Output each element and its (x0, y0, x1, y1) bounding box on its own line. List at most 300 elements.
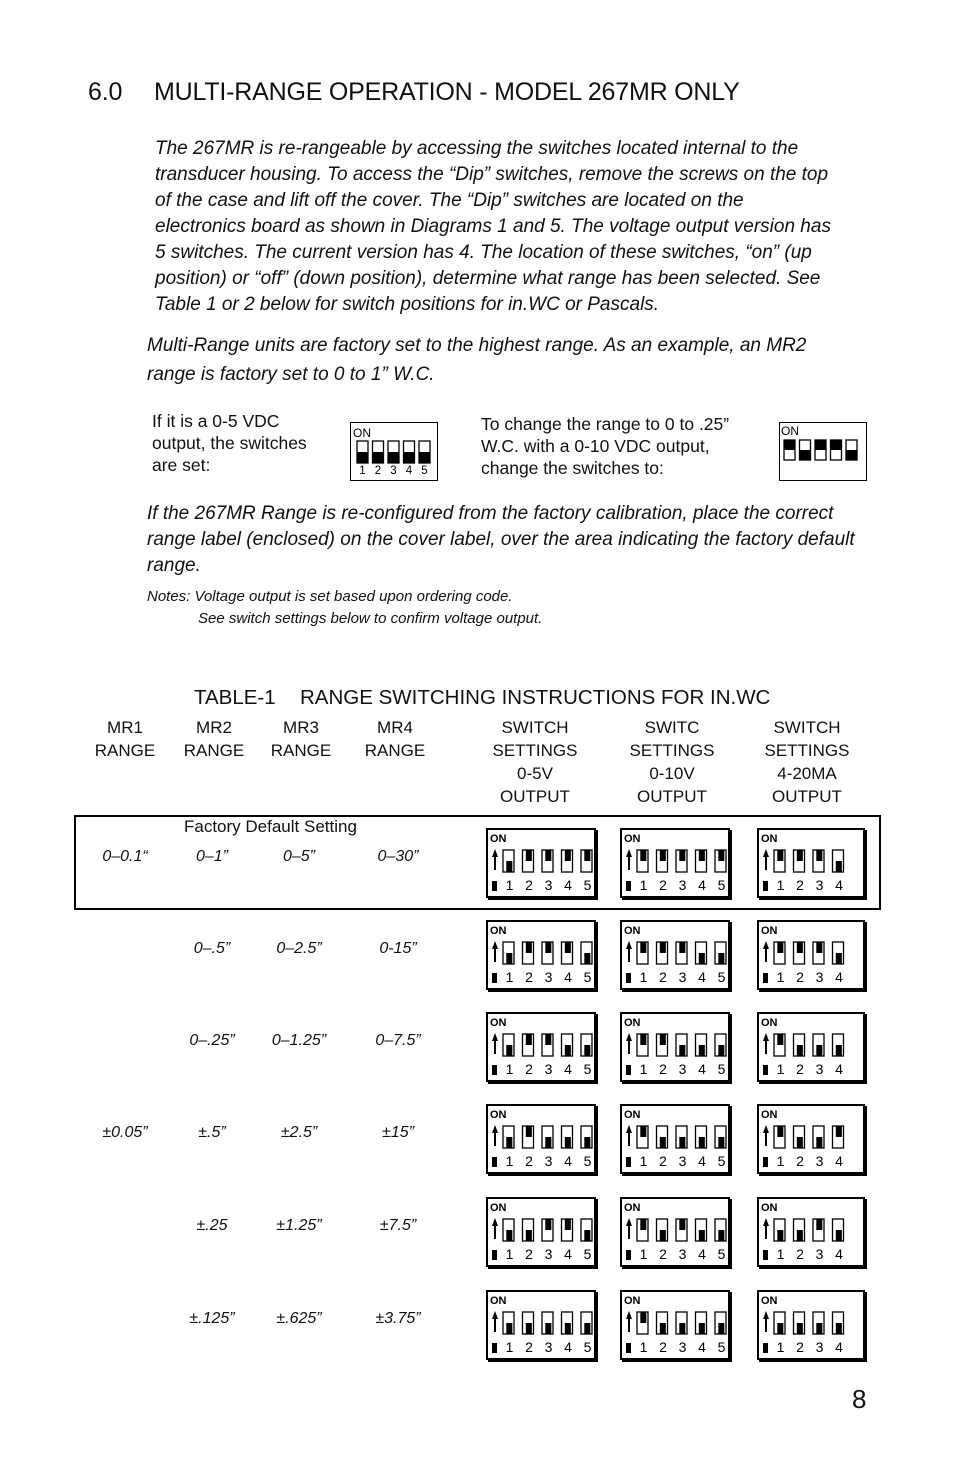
range-cell-mr4: ±7.5” (379, 1217, 417, 1234)
dip-knob-1 (506, 1137, 512, 1148)
dip-switch-sw5v (486, 1197, 596, 1267)
dip-number-2: 2 (659, 1061, 667, 1077)
dip-knob-1 (640, 942, 646, 953)
dip-knob-3 (545, 1137, 551, 1148)
dip-number-2: 2 (796, 1061, 804, 1077)
dip-switch-sw5v (486, 920, 596, 990)
dip-on-label: ON (624, 925, 641, 937)
dip-number-4: 4 (564, 877, 572, 893)
dip-number-4: 4 (564, 1153, 572, 1169)
dip-knob-1 (777, 1034, 783, 1045)
dip-knob-4 (836, 1126, 842, 1137)
dip-number-1: 1 (505, 1339, 514, 1355)
dip-knob-5 (584, 850, 590, 861)
dip-switch-sw5v (486, 1104, 596, 1174)
dip-arrow-head (626, 849, 632, 857)
range-cell-mr2: 0–1” (195, 848, 229, 865)
dip-on-label: ON (490, 833, 507, 845)
dip-on-label: ON (761, 1109, 778, 1121)
dip-switch-sw10v (620, 1197, 730, 1267)
factory-paragraph: Multi-Range units are factory set to the highest range. As an example, an MR2 range is factory set to 0 to 1” W.C. (147, 335, 807, 385)
dip-on-label: ON (624, 1202, 641, 1214)
dip-switch-sw20ma (757, 828, 865, 898)
range-cell-mr2: 0–.25” (189, 1032, 235, 1049)
dip-number-2: 2 (796, 877, 804, 893)
dip-knob-2 (526, 850, 532, 861)
dip-knob-4 (699, 1137, 705, 1148)
dip-knob-4 (565, 1045, 571, 1056)
dip-knob-5 (419, 452, 430, 463)
dip-knob-5 (584, 1045, 590, 1056)
dip-knob-3 (679, 1219, 685, 1230)
header-mr1: MR1 RANGE (94, 718, 156, 760)
dip-number-4: 4 (405, 465, 413, 477)
dip-number-3: 3 (815, 1061, 824, 1077)
dip-off-marker (492, 1157, 497, 1167)
dip-knob-4 (565, 1137, 571, 1148)
dip-knob-3 (679, 1045, 685, 1056)
dip-on-label: ON (353, 426, 371, 440)
dip-knob-3 (388, 452, 399, 463)
section-number: 6.0 (88, 78, 123, 106)
dip-on-label: ON (761, 833, 778, 845)
dip-number-3: 3 (815, 1153, 824, 1169)
dip-number-2: 2 (659, 1153, 667, 1169)
dip-number-3: 3 (815, 1339, 824, 1355)
dip-number-5: 5 (717, 1153, 726, 1169)
page-number: 8 (852, 1384, 867, 1414)
dip-number-3: 3 (544, 877, 553, 893)
factory-default-label: Factory Default Setting (184, 817, 357, 836)
dip-knob-4 (565, 1323, 571, 1334)
dip-number-1: 1 (776, 1153, 785, 1169)
dip-number-3: 3 (678, 877, 687, 893)
range-cell-mr3: ±.625” (276, 1310, 322, 1327)
dip-number-1: 1 (505, 969, 514, 985)
example1-text: If it is a 0-5 VDC output, the switches are set: (152, 411, 307, 475)
table-title (194, 686, 770, 710)
dip-number-5: 5 (583, 1061, 592, 1077)
header-mr3: MR3 RANGE (270, 718, 332, 760)
dip-switch-sw10v (620, 1012, 730, 1082)
dip-knob-4 (699, 1323, 705, 1334)
dip-number-2: 2 (659, 1246, 667, 1262)
dip-knob-4 (404, 452, 415, 463)
dip-knob-5 (718, 1230, 724, 1241)
dip-switch-sw20ma (757, 920, 865, 990)
dip-knob-1 (777, 942, 783, 953)
dip-number-3: 3 (544, 1153, 553, 1169)
dip-number-5: 5 (717, 877, 726, 893)
dip-number-4: 4 (564, 1246, 572, 1262)
dip-knob-5 (718, 1045, 724, 1056)
dip-knob-4 (565, 850, 571, 861)
example2-dip-switch (779, 422, 867, 481)
dip-number-4: 4 (698, 1339, 706, 1355)
dip-number-4: 4 (698, 969, 706, 985)
dip-off-marker (763, 1065, 768, 1075)
dip-knob-3 (816, 1045, 822, 1056)
header-mr4: MR4 RANGE (364, 718, 426, 760)
dip-knob-5 (584, 1323, 590, 1334)
range-cell-mr3: 0–5” (282, 848, 316, 865)
dip-number-5: 5 (583, 969, 592, 985)
dip-switch-sw10v (620, 828, 730, 898)
dip-arrow-head (626, 1125, 632, 1133)
dip-switch-sw10v (620, 1290, 730, 1360)
dip-number-3: 3 (544, 1246, 553, 1262)
dip-knob-2 (526, 942, 532, 953)
dip-knob-2 (660, 1034, 666, 1045)
dip-knob-2 (660, 850, 666, 861)
header-switch-0-5v: SWITCH SETTINGS 0-5V OUTPUT (492, 718, 578, 806)
dip-number-1: 1 (639, 877, 648, 893)
dip-number-5: 5 (717, 1339, 726, 1355)
dip-number-4: 4 (698, 1061, 706, 1077)
dip-knob-2 (526, 1230, 532, 1241)
dip-number-5: 5 (583, 877, 592, 893)
dip-switch-sw20ma (757, 1197, 865, 1267)
dip-number-4: 4 (564, 1339, 572, 1355)
dip-number-4: 4 (835, 877, 843, 893)
dip-knob-1 (640, 850, 646, 861)
dip-on-label: ON (761, 925, 778, 937)
dip-number-4: 4 (835, 1339, 843, 1355)
dip-knob-2 (797, 942, 803, 953)
dip-knob-3 (815, 440, 826, 450)
dip-knob-1 (506, 953, 512, 964)
dip-number-3: 3 (678, 1246, 687, 1262)
dip-number-1: 1 (505, 1061, 514, 1077)
dip-knob-4 (836, 861, 842, 872)
range-cell-mr2: ±.5” (198, 1124, 226, 1141)
dip-on-label: ON (624, 1109, 641, 1121)
dip-number-4: 4 (698, 1153, 706, 1169)
dip-number-2: 2 (525, 1246, 533, 1262)
range-cell-mr3: 0–1.25” (271, 1032, 327, 1049)
dip-knob-3 (816, 1323, 822, 1334)
dip-number-1: 1 (639, 1246, 648, 1262)
dip-arrow-head (763, 849, 769, 857)
dip-knob-2 (660, 1323, 666, 1334)
dip-switch-sw5v (486, 1290, 596, 1360)
dip-arrow-head (763, 1218, 769, 1226)
dip-knob-4 (699, 953, 705, 964)
notes-line2: See switch settings below to confirm voltage output. (198, 610, 543, 627)
dip-off-marker (492, 1065, 497, 1075)
dip-knob-3 (545, 1219, 551, 1230)
dip-knob-3 (816, 942, 822, 953)
dip-knob-5 (718, 1137, 724, 1148)
dip-knob-3 (816, 1219, 822, 1230)
dip-knob-2 (800, 450, 811, 460)
dip-number-3: 3 (544, 1339, 553, 1355)
dip-on-label: ON (624, 1295, 641, 1307)
dip-arrow-head (492, 1125, 498, 1133)
dip-knob-5 (718, 953, 724, 964)
dip-knob-2 (797, 1045, 803, 1056)
dip-on-label: ON (490, 1109, 507, 1121)
dip-number-1: 1 (359, 465, 366, 477)
dip-off-marker (763, 973, 768, 983)
dip-knob-2 (797, 1137, 803, 1148)
dip-knob-1 (506, 1045, 512, 1056)
section-heading (88, 78, 740, 107)
dip-number-1: 1 (639, 969, 648, 985)
range-cell-mr2: 0–.5” (193, 940, 231, 957)
range-cell-mr4: 0–7.5” (375, 1032, 421, 1049)
dip-number-3: 3 (544, 969, 553, 985)
dip-number-5: 5 (717, 969, 726, 985)
range-cell-mr4: 0–30” (377, 848, 419, 865)
dip-on-label: ON (490, 1295, 507, 1307)
dip-switch-sw20ma (757, 1104, 865, 1174)
section-title: MULTI-RANGE OPERATION - MODEL 267MR ONLY (154, 78, 740, 106)
dip-number-2: 2 (525, 969, 533, 985)
range-cell-mr3: ±2.5” (280, 1124, 318, 1141)
dip-knob-2 (797, 1230, 803, 1241)
dip-number-3: 3 (678, 1339, 687, 1355)
dip-off-marker (763, 881, 768, 891)
dip-number-5: 5 (421, 465, 428, 477)
dip-off-marker (492, 1250, 497, 1260)
dip-on-label: ON (624, 1017, 641, 1029)
dip-arrow-head (492, 941, 498, 949)
range-cell-mr3: 0–2.5” (276, 940, 322, 957)
dip-off-marker (492, 1343, 497, 1353)
dip-knob-1 (777, 1323, 783, 1334)
dip-knob-4 (836, 1323, 842, 1334)
table-label: TABLE-1 (194, 686, 276, 709)
dip-knob-3 (545, 1034, 551, 1045)
dip-off-marker (492, 881, 497, 891)
dip-knob-3 (816, 850, 822, 861)
dip-on-label: ON (761, 1017, 778, 1029)
dip-number-5: 5 (583, 1153, 592, 1169)
dip-knob-5 (718, 850, 724, 861)
range-cell-mr2: ±.125” (189, 1310, 235, 1327)
header-mr2: MR2 RANGE (183, 718, 245, 760)
dip-switch-sw10v (620, 1104, 730, 1174)
dip-arrow-head (763, 1033, 769, 1041)
dip-switch-sw20ma (757, 1012, 865, 1082)
dip-arrow-head (626, 941, 632, 949)
notes (147, 586, 542, 630)
dip-knob-2 (797, 1323, 803, 1334)
dip-off-marker (626, 1065, 631, 1075)
dip-number-2: 2 (525, 1061, 533, 1077)
dip-knob-1 (640, 1312, 646, 1323)
dip-number-1: 1 (776, 1061, 785, 1077)
intro-paragraph: The 267MR is re-rangeable by accessing the switches located internal to the transducer housing. To access the “Dip” switches, remove the screws on the top of the case and lift off the cover. The “Dip” switches are located on the electronics board as shown in Diagrams 1 and 5. The voltage output version has 5 switches. The current version has 4. The location of these switches, “on” (up position) or “off” (down position), determine what range has been selected. See Table 1 or 2 below for switch positions for in.WC or Pascals. (155, 138, 831, 315)
dip-switch-sw20ma (757, 1290, 865, 1360)
example1-dip-switch (350, 422, 438, 481)
dip-knob-1 (640, 1219, 646, 1230)
dip-knob-2 (797, 850, 803, 861)
range-cell-mr3: ±1.25” (276, 1217, 322, 1234)
dip-knob-1 (506, 1323, 512, 1334)
dip-knob-3 (679, 942, 685, 953)
dip-number-1: 1 (776, 969, 785, 985)
dip-off-marker (626, 881, 631, 891)
dip-knob-2 (526, 1034, 532, 1045)
dip-on-label: ON (490, 1202, 507, 1214)
dip-number-4: 4 (564, 969, 572, 985)
dip-arrow-head (626, 1218, 632, 1226)
dip-number-1: 1 (776, 1339, 785, 1355)
dip-knob-4 (565, 1219, 571, 1230)
dip-number-1: 1 (639, 1153, 648, 1169)
dip-knob-2 (373, 452, 384, 463)
dip-knob-1 (777, 1230, 783, 1241)
dip-number-3: 3 (544, 1061, 553, 1077)
dip-number-2: 2 (796, 1153, 804, 1169)
dip-arrow-head (492, 1311, 498, 1319)
dip-arrow-head (763, 941, 769, 949)
dip-number-4: 4 (835, 969, 843, 985)
dip-knob-4 (699, 1045, 705, 1056)
dip-number-4: 4 (835, 1153, 843, 1169)
dip-number-5: 5 (717, 1061, 726, 1077)
dip-arrow-head (626, 1033, 632, 1041)
range-cell-mr4: ±3.75” (375, 1310, 421, 1327)
dip-number-4: 4 (835, 1246, 843, 1262)
dip-number-1: 1 (639, 1061, 648, 1077)
range-cell-mr1: 0–0.1“ (102, 848, 148, 865)
dip-on-label: ON (781, 424, 799, 438)
dip-number-4: 4 (698, 1246, 706, 1262)
header-switch-4-20ma: SWITCH SETTINGS 4-20MA OUTPUT (764, 718, 850, 806)
dip-number-5: 5 (717, 1246, 726, 1262)
dip-off-marker (626, 973, 631, 983)
dip-knob-5 (584, 953, 590, 964)
dip-number-1: 1 (505, 877, 514, 893)
notes-line1: Notes: Voltage output is set based upon ordering code. (147, 588, 513, 605)
dip-number-3: 3 (815, 969, 824, 985)
dip-on-label: ON (490, 925, 507, 937)
dip-knob-4 (699, 1230, 705, 1241)
dip-on-label: ON (624, 833, 641, 845)
dip-number-1: 1 (776, 1246, 785, 1262)
dip-number-2: 2 (525, 1153, 533, 1169)
dip-arrow-head (492, 1218, 498, 1226)
dip-knob-4 (565, 942, 571, 953)
dip-knob-4 (831, 440, 842, 450)
dip-number-3: 3 (678, 1153, 687, 1169)
dip-knob-1 (640, 1034, 646, 1045)
dip-knob-1 (777, 1126, 783, 1137)
dip-knob-4 (699, 850, 705, 861)
dip-knob-1 (506, 861, 512, 872)
dip-number-4: 4 (564, 1061, 572, 1077)
dip-arrow-head (763, 1311, 769, 1319)
dip-number-5: 5 (583, 1246, 592, 1262)
dip-number-2: 2 (659, 969, 667, 985)
dip-off-marker (626, 1343, 631, 1353)
dip-knob-1 (777, 850, 783, 861)
dip-knob-3 (679, 850, 685, 861)
dip-off-marker (763, 1343, 768, 1353)
dip-number-2: 2 (659, 1339, 667, 1355)
range-cell-mr2: ±.25 (196, 1217, 228, 1234)
dip-number-3: 3 (678, 1061, 687, 1077)
dip-knob-5 (584, 1230, 590, 1241)
dip-number-3: 3 (815, 1246, 824, 1262)
dip-off-marker (763, 1250, 768, 1260)
dip-knob-5 (718, 1323, 724, 1334)
dip-knob-1 (357, 452, 368, 463)
dip-arrow-head (492, 849, 498, 857)
dip-arrow-head (763, 1125, 769, 1133)
dip-off-marker (626, 1157, 631, 1167)
dip-number-2: 2 (525, 1339, 533, 1355)
dip-knob-1 (784, 440, 795, 450)
dip-number-4: 4 (835, 1061, 843, 1077)
dip-number-1: 1 (776, 877, 785, 893)
dip-number-3: 3 (815, 877, 824, 893)
dip-number-2: 2 (374, 465, 382, 477)
dip-number-1: 1 (505, 1153, 514, 1169)
dip-number-1: 1 (505, 1246, 514, 1262)
dip-knob-2 (660, 942, 666, 953)
reconfig-paragraph: If the 267MR Range is re-configured from the factory calibration, place the correct range label (enclosed) on the cover label, over the area indicating the factory default range. (147, 503, 855, 576)
header-switch-0-10v: SWITC SETTINGS 0-10V OUTPUT (629, 718, 715, 806)
dip-number-3: 3 (678, 969, 687, 985)
dip-switch-sw5v (486, 1012, 596, 1082)
dip-knob-2 (660, 1230, 666, 1241)
dip-knob-2 (526, 1323, 532, 1334)
dip-knob-3 (545, 1323, 551, 1334)
dip-number-3: 3 (390, 465, 397, 477)
dip-number-2: 2 (796, 1246, 804, 1262)
example2-text: To change the range to 0 to .25” W.C. with a 0-10 VDC output, change the switches to: (481, 414, 730, 478)
dip-number-4: 4 (698, 877, 706, 893)
dip-knob-3 (679, 1137, 685, 1148)
dip-arrow-head (492, 1033, 498, 1041)
dip-number-2: 2 (659, 877, 667, 893)
dip-on-label: ON (761, 1202, 778, 1214)
dip-knob-3 (816, 1137, 822, 1148)
dip-knob-3 (679, 1323, 685, 1334)
dip-on-label: ON (761, 1295, 778, 1307)
dip-number-2: 2 (796, 969, 804, 985)
dip-number-2: 2 (525, 877, 533, 893)
dip-knob-1 (506, 1230, 512, 1241)
dip-off-marker (492, 973, 497, 983)
dip-knob-2 (660, 1137, 666, 1148)
range-cell-mr4: 0-15” (379, 940, 417, 957)
dip-knob-5 (846, 450, 857, 460)
dip-switch-sw10v (620, 920, 730, 990)
dip-knob-1 (640, 1126, 646, 1137)
dip-number-2: 2 (796, 1339, 804, 1355)
dip-on-label: ON (490, 1017, 507, 1029)
dip-knob-4 (836, 953, 842, 964)
dip-off-marker (763, 1157, 768, 1167)
dip-number-5: 5 (583, 1339, 592, 1355)
dip-knob-4 (836, 1230, 842, 1241)
range-cell-mr4: ±15” (382, 1124, 414, 1141)
dip-knob-3 (545, 942, 551, 953)
dip-number-1: 1 (639, 1339, 648, 1355)
dip-knob-4 (836, 1045, 842, 1056)
dip-knob-5 (584, 1137, 590, 1148)
dip-knob-3 (545, 850, 551, 861)
dip-knob-2 (526, 1126, 532, 1137)
dip-switch-sw5v (486, 828, 596, 898)
dip-off-marker (626, 1250, 631, 1260)
table-title-text: RANGE SWITCHING INSTRUCTIONS FOR IN.WC (300, 686, 771, 709)
